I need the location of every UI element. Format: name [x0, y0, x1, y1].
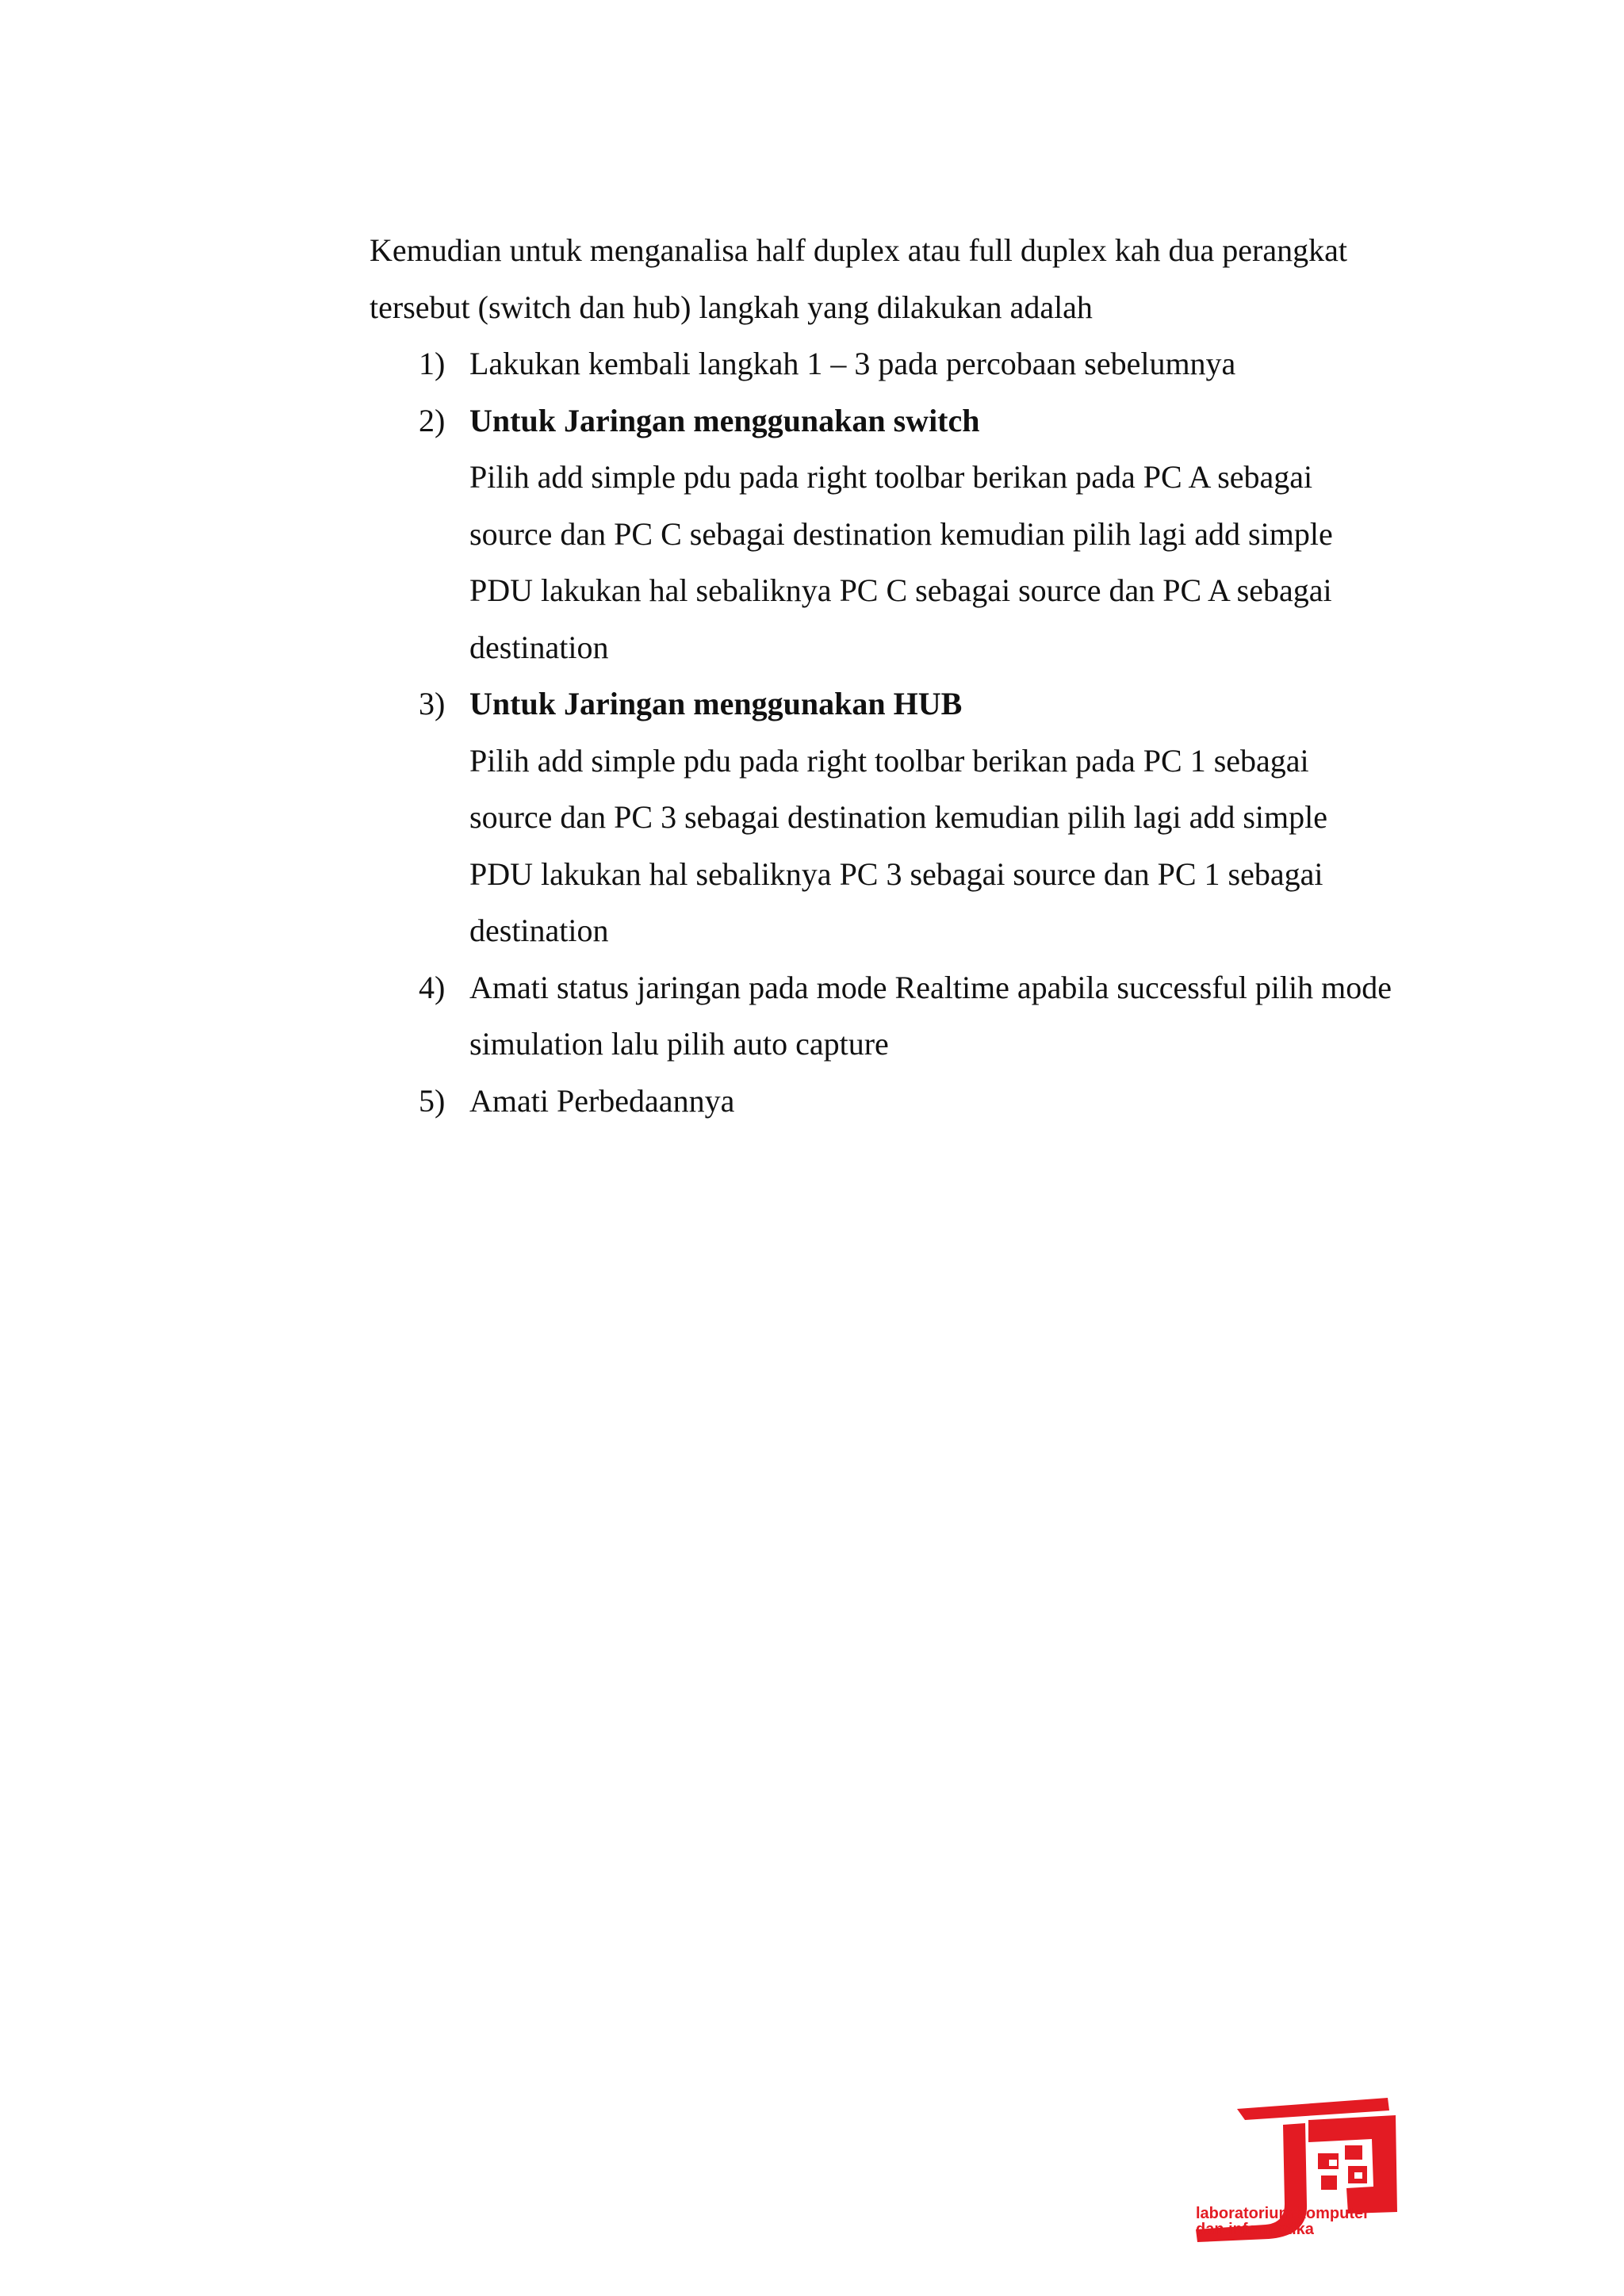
- logo-caption: [1196, 2206, 1434, 2237]
- step-text: Pilih add simple pdu pada right toolbar berikan pada PC A sebagai source dan PC C sebagai destination kemudian pilih lagi add simple PDU lakukan hal sebaliknya PC C sebagai source dan PC A sebagai destination: [469, 459, 1333, 665]
- logo-caption-line2: dan informatika: [1196, 2221, 1314, 2238]
- logo-caption-line1: laboratorium komputer: [1196, 2205, 1369, 2222]
- step-text: Pilih add simple pdu pada right toolbar berikan pada PC 1 sebagai source dan PC 3 sebagai destination kemudian pilih lagi add simple PDU lakukan hal sebaliknya PC 3 sebagai source dan PC 1 sebagai destination: [469, 742, 1328, 948]
- step-item: [370, 392, 1392, 676]
- step-number: 2): [419, 402, 446, 438]
- step-number: 5): [419, 1082, 446, 1119]
- document-body: [370, 222, 1392, 1129]
- step-title: Untuk Jaringan menggunakan switch: [469, 402, 980, 438]
- steps-list: [370, 335, 1392, 1129]
- step-item: [370, 675, 1392, 959]
- step-number: 3): [419, 686, 446, 721]
- step-text: Lakukan kembali langkah 1 – 3 pada percobaan sebelumnya: [469, 346, 1236, 381]
- intro-paragraph: Kemudian untuk menganalisa half duplex atau full duplex kah dua perangkat tersebut (switch dan hub) langkah yang dilakukan adalah: [370, 232, 1347, 325]
- step-item: [370, 1073, 1392, 1130]
- step-title: Untuk Jaringan menggunakan HUB: [469, 686, 963, 721]
- step-text: Amati Perbedaannya: [469, 1082, 735, 1119]
- step-text: Amati status jaringan pada mode Realtime apabila successful pilih mode simulation lalu pilih auto capture: [469, 969, 1392, 1062]
- step-item: [370, 335, 1392, 392]
- step-item: [370, 959, 1392, 1073]
- step-number: 1): [419, 346, 446, 381]
- step-number: 4): [419, 969, 446, 1005]
